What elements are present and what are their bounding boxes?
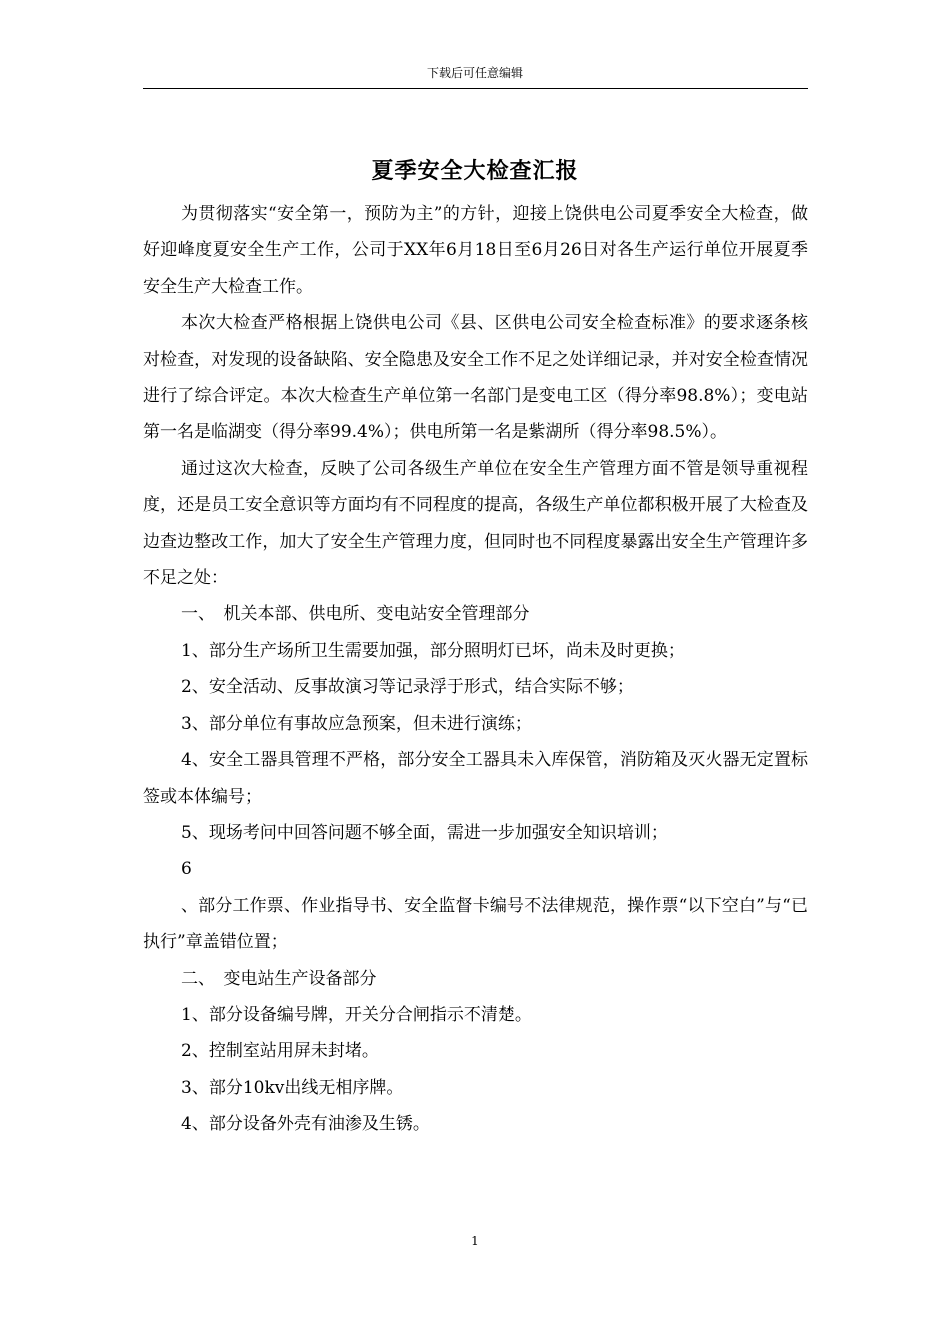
intro-paragraph: 为贯彻落实“安全第一，预防为主”的方针，迎接上饶供电公司夏季安全大检查，做好迎峰度夏安全生产工作，公司于XX年6月18日至6月26日对各生产运行单位开展夏季安全生产大检查工作。 <box>143 204 808 297</box>
list-item: 3、部分单位有事故应急预案，但未进行演练； <box>181 713 532 734</box>
list-item: 1、部分设备编号牌，开关分合闸指示不清楚。 <box>181 1004 532 1025</box>
section-heading-management: 一、 机关本部、供电所、变电站安全管理部分 <box>181 604 530 625</box>
evaluation-paragraph: 本次大检查严格根据上饶供电公司《县、区供电公司安全检查标准》的要求逐条核对检查，对发现的设备缺陷、安全隐患及安全工作不足之处详细记录，并对安全检查情况进行了综合评定。本次大检查生产单位第一名部门是变电工区（得分率98.8%）；变电站第一名是临湖变（得分率99.4%）；供电所第一名是紫湖所（得分率98.5%）。 <box>143 313 808 443</box>
page-header-note: 下载后可任意编辑 <box>426 66 523 80</box>
list-item: 5、现场考问中回答问题不够全面，需进一步加强安全知识培训； <box>181 822 668 843</box>
list-item: 2、控制室站用屏未封堵。 <box>181 1041 379 1062</box>
document-body <box>143 196 808 1143</box>
section-heading-equipment: 二、 变电站生产设备部分 <box>181 968 377 989</box>
list-item: 3、部分10kv出线无相序牌。 <box>181 1077 404 1098</box>
list-item: 2、安全活动、反事故演习等记录浮于形式，结合实际不够； <box>181 677 634 698</box>
list-item: 1、部分生产场所卫生需要加强，部分照明灯已坏，尚未及时更换； <box>181 640 685 661</box>
list-item: 4、安全工器具管理不严格，部分安全工器具未入库保管，消防箱及灭火器无定置标签或本体编号； <box>143 750 808 807</box>
findings-paragraph: 通过这次大检查，反映了公司各级生产单位在安全生产管理方面不管是领导重视程度，还是员工安全意识等方面均有不同程度的提高，各级生产单位都积极开展了大检查及边查边整改工作，加大了安全生产管理力度，但同时也不同程度暴露出安全生产管理许多不足之处： <box>143 458 808 589</box>
list-item: 4、部分设备外壳有油渗及生锈。 <box>181 1114 430 1135</box>
page-number: 1 <box>471 1234 479 1248</box>
list-item: 、部分工作票、作业指导书、安全监督卡编号不法律规范，操作票“以下空白”与“已执行”章盖错位置； <box>143 895 808 953</box>
list-item-number: 6 <box>181 859 192 880</box>
header-divider <box>143 88 808 89</box>
document-title: 夏季安全大检查汇报 <box>371 158 579 184</box>
